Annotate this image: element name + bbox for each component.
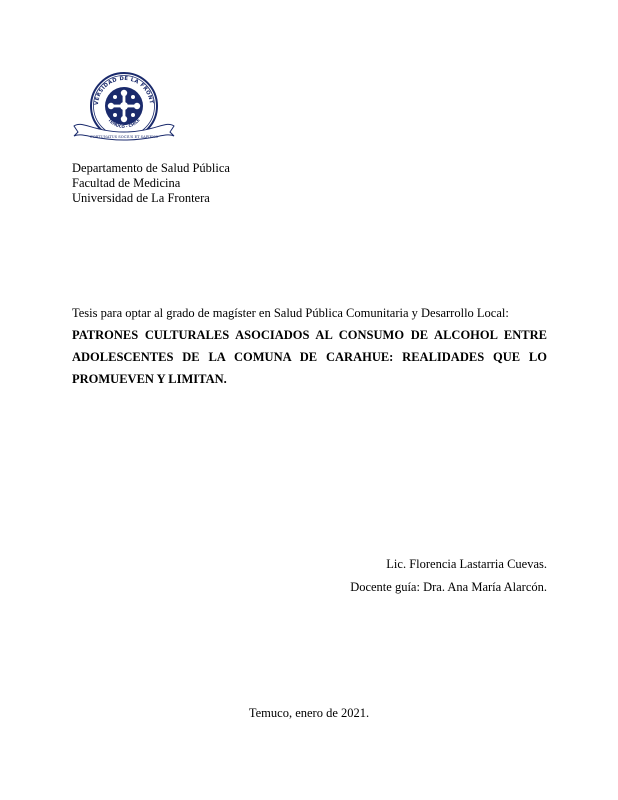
university-name: Universidad de La Frontera <box>72 191 210 205</box>
thesis-title: PATRONES CULTURALES ASOCIADOS AL CONSUMO DE ALCOHOL ENTRE ADOLESCENTES DE LA COMUNA DE CARAHUE: REALIDADES QUE LO PROMUEVEN Y LIMITAN. <box>72 328 547 386</box>
svg-text:UNIVERSIDAD DE LA FRONTERA: VERSIDAD DE LA FRONT <box>93 75 154 106</box>
svg-text:FORTUNATUS SOCIUS ET SAPIENS: FORTUNATUS SOCIUS ET SAPIENS <box>90 134 158 139</box>
thesis-advisor: Docente guía: Dra. Ana María Alarcón. <box>350 580 547 594</box>
svg-text:TEMUCO - CHILE: TEMUCO - CHILE <box>107 117 141 130</box>
place-date: Temuco, enero de 2021. <box>248 706 370 720</box>
faculty-name: Facultad de Medicina <box>72 176 181 190</box>
thesis-intro: Tesis para optar al grado de magíster en Salud Pública Comunitaria y Desarrollo Local: <box>72 306 509 320</box>
department-block <box>72 161 230 206</box>
university-seal-icon <box>70 70 178 142</box>
department-name: Departamento de Salud Pública <box>72 161 230 175</box>
author-name: Lic. Florencia Lastarria Cuevas. <box>386 557 547 571</box>
